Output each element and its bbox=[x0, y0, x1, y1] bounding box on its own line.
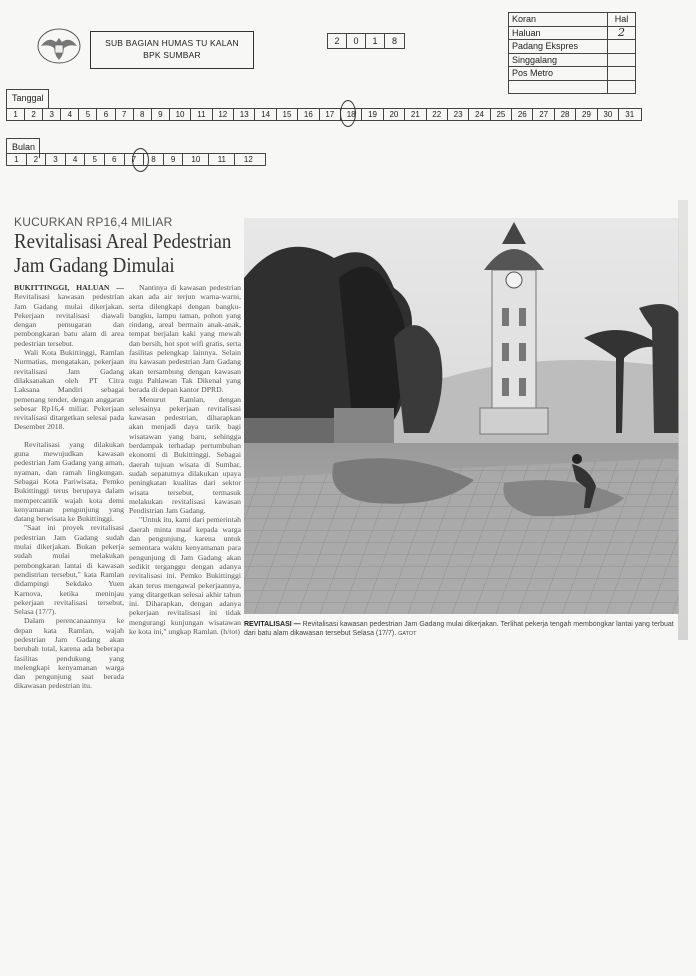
day-cell: 5 bbox=[79, 109, 97, 120]
month-cell: 11 bbox=[209, 154, 235, 165]
day-cell: 24 bbox=[469, 109, 490, 120]
day-cell: 19 bbox=[362, 109, 383, 120]
day-cell: 14 bbox=[255, 109, 276, 120]
selected-month-circle bbox=[132, 148, 149, 172]
garuda-emblem-icon bbox=[36, 26, 82, 66]
year-box bbox=[327, 33, 405, 49]
col1-paragraph: "Saat ini proyek revitalisasi pedestrian Jam Gadang sudah mulai dikerjakan. Bukan pekerja sudah mulai melakukan pembongkaran lantai di kawasan pendistrian tersebut," kata Ramlan didampingi Sekdako Yuen Karnova, ketika meninjau pekerjaan revitalisasi tersebut, Selasa (17/7). bbox=[14, 523, 124, 617]
headline-line-1: Revitalisasi Areal Pedestrian bbox=[14, 229, 232, 253]
year-digit: 0 bbox=[347, 34, 366, 48]
bulan-label: Bulan bbox=[6, 138, 40, 158]
col2-paragraph: "Untuk itu, kami dari pemerintah daerah minta maaf kepada warga dan pengunjung, karena untuk sementara waktu kenyamanan para pengunjung di Jam Gadang akan sedikit terganggu dengan adanya revitalisasi ini. Pemko Bukittinggi akan terus mengawal pekerjaannya, yang ditargetkan selesai akhir tahun ini. Diharapkan, dengan adanya pekerjaan revitalisasi ini tidak mengurangi kunjungan wisatawan ke kota ini," ungkap Ramlan. (h/tot) bbox=[129, 515, 241, 636]
newspaper-name: Padang Ekspres bbox=[509, 40, 608, 54]
article-photo bbox=[244, 218, 679, 614]
newspaper-name: Haluan bbox=[509, 26, 608, 40]
day-cell: 1 bbox=[7, 109, 25, 120]
col1-paragraph: Revitalisasi kawasan pedestrian Jam Gadang mulai dikerjakan. Pekerjaan revitalisasi diawali dengan pemugaran dan pembongkaran batu alam di area pedestrian tersebut. bbox=[14, 292, 124, 348]
col1-paragraph: Wali Kota Bukittinggi, Ramlan Nurmatias, mengatakan, pekerjaan revitalisasi Jam Gadang dilaksanakan oleh PT Citra Laksana Mandiri sebagai pemenang tender, dengan anggaran sebesar Rp16,4 miliar. Pekerjaan revitalisasi ditargetkan selesai pada Desember 2018. bbox=[14, 348, 124, 432]
day-cell: 13 bbox=[234, 109, 255, 120]
photo-credit: GATOT bbox=[398, 631, 417, 637]
page-mark bbox=[608, 67, 636, 81]
col1-paragraph: Revitalisasi yang dilakukan guna mewujudkan kawasan pedestrian Jam Gadang yang aman, nyaman, dan ramah lingkungan. Sebagai Kota Pariwisata, Pemko Bukittinggi terus berupaya dalam mempercantik wajah kota demi kenyamanan pengunjung yang datang berwisata ke Bukittinggi. bbox=[14, 439, 124, 524]
article-column-2 bbox=[129, 283, 241, 636]
photo-caption bbox=[244, 620, 676, 639]
caption-label: REVITALISASI — bbox=[244, 621, 301, 628]
day-cell: 9 bbox=[152, 109, 170, 120]
day-cell: 10 bbox=[170, 109, 191, 120]
newspaper-name bbox=[509, 80, 608, 94]
page-mark bbox=[608, 40, 636, 54]
day-cell: 6 bbox=[97, 109, 115, 120]
month-cell: 6 bbox=[105, 154, 125, 165]
selected-day-circle bbox=[340, 100, 356, 127]
day-cell: 2 bbox=[25, 109, 43, 120]
page-mark: 2 bbox=[608, 26, 636, 40]
office-line-2: BPK SUMBAR bbox=[143, 50, 201, 60]
koran-header: Koran bbox=[509, 13, 608, 27]
article-column-1 bbox=[14, 283, 124, 691]
month-cell: 12 bbox=[243, 155, 253, 164]
tanggal-label: Tanggal bbox=[6, 89, 49, 109]
office-label-box bbox=[90, 31, 254, 69]
day-cell: 7 bbox=[116, 109, 134, 120]
day-cell: 26 bbox=[512, 109, 533, 120]
month-cell: 4 bbox=[66, 154, 86, 165]
day-cell: 16 bbox=[298, 109, 319, 120]
day-cell: 12 bbox=[213, 109, 234, 120]
caption-text: Revitalisasi kawasan pedestrian Jam Gadang mulai dikerjakan. Terlihat pekerja tengah membongkar lantai yang terbuat dari batu alam dikawasan tersebut Selasa (17/7). bbox=[244, 621, 674, 637]
col2-paragraph: Menurut Ramlan, dengan selesainya pekerjaan revitalisasi kawasan pedestrian, diharapkan akan menjadi daya tarik bagi wisatawan yang baru, sehingga berdampak terhadap pertumbuhan ekonomi di Bukittinggi. Sebagai daerah tujuan wisata di Sumbar, sudah sepatutnya dilakukan upaya peningkatan kualitas dari sektor wisata tersebut, termasuk melakukan revitalisasi kawasan Pendistrian Jam Gadang. bbox=[129, 394, 241, 516]
month-cell: 7 bbox=[125, 154, 145, 165]
year-digit: 2 bbox=[328, 34, 347, 48]
scan-edge bbox=[678, 200, 688, 640]
day-cell: 22 bbox=[427, 109, 448, 120]
day-cell: 20 bbox=[384, 109, 405, 120]
day-cell: 8 bbox=[134, 109, 152, 120]
office-line-1: SUB BAGIAN HUMAS TU KALAN bbox=[105, 38, 239, 48]
month-cell: 2 bbox=[27, 154, 47, 165]
newspaper-table bbox=[508, 12, 636, 94]
month-cell: 8 bbox=[144, 154, 164, 165]
hal-header: Hal bbox=[608, 13, 636, 27]
day-cell: 29 bbox=[576, 109, 597, 120]
month-cell: 3 bbox=[46, 154, 66, 165]
day-cell: 11 bbox=[191, 109, 212, 120]
day-cell: 15 bbox=[277, 109, 298, 120]
day-cell: 4 bbox=[61, 109, 79, 120]
day-cell: 31 bbox=[625, 110, 635, 119]
dateline: BUKITTINGGI, HALUAN — bbox=[14, 283, 124, 292]
day-cell: 30 bbox=[598, 109, 619, 120]
day-cell: 25 bbox=[491, 109, 512, 120]
article-kicker: KUCURKAN RP16,4 MILIAR bbox=[14, 215, 173, 229]
year-digit: 1 bbox=[366, 34, 385, 48]
day-cell: 3 bbox=[43, 109, 61, 120]
article-headline bbox=[14, 229, 250, 277]
day-cell: 27 bbox=[533, 109, 554, 120]
newspaper-name: Pos Metro bbox=[509, 67, 608, 81]
day-cell: 18 bbox=[341, 109, 362, 120]
day-cell: 17 bbox=[320, 109, 341, 120]
month-cell: 1 bbox=[7, 154, 27, 165]
day-cell: 21 bbox=[405, 109, 426, 120]
day-cell: 28 bbox=[555, 109, 576, 120]
page-mark bbox=[608, 80, 636, 94]
year-digit: 8 bbox=[391, 36, 397, 46]
headline-line-2: Jam Gadang Dimulai bbox=[14, 253, 175, 277]
newspaper-name: Singgalang bbox=[509, 53, 608, 67]
jam-gadang-photo-illustration bbox=[244, 218, 679, 614]
month-cell: 10 bbox=[183, 154, 209, 165]
col1-paragraph: Dalam perencanaannya ke depan kata Ramlan, wajah pedestrian Jam Gadang akan berubah total, karena ada beberapa fasilitas pendukung yang melengkapi kenyamanan warga dan pengunjung saat berada dikawasan pedestrian itu. bbox=[14, 616, 124, 691]
col2-paragraph: Nantinya di kawasan pedestrian akan ada air terjun warna-warni, serta dilengkapi dengan bangku-bangku, lampu taman, pohon yang rindang, areal bermain anak-anak, tempat berjalan kaki yang mewah dan bersih, hot spot wifi gratis, serta fasilitas pelengkap lainnya. Selain itu kawasan pedestrian Jam Gadang akan tersambung dengan kawasan tugu Pahlawan Tak Dikenal yang berada di depan kantor DPRD. bbox=[129, 283, 241, 395]
page-mark bbox=[608, 53, 636, 67]
day-row bbox=[6, 108, 642, 121]
month-cell: 5 bbox=[85, 154, 105, 165]
day-cell: 23 bbox=[448, 109, 469, 120]
month-cell: 9 bbox=[164, 154, 184, 165]
